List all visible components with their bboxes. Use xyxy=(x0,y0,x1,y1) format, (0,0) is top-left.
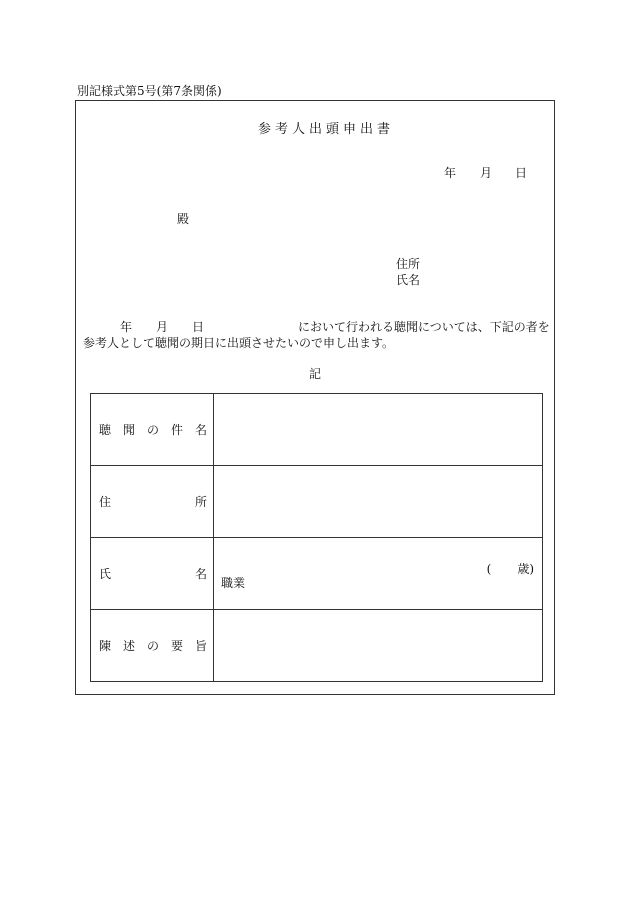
label-char: 名 xyxy=(194,423,207,437)
table-row xyxy=(91,394,543,466)
body-month-label: 月 xyxy=(156,320,169,334)
label-char: 名 xyxy=(194,567,207,581)
label-char: の xyxy=(146,639,159,653)
detail-table xyxy=(90,393,543,682)
hearing-subject-field[interactable] xyxy=(214,394,543,466)
form-number-caption: 別記様式第5号(第7条関係) xyxy=(77,84,222,98)
addressee-suffix: 殿 xyxy=(177,212,190,226)
table-row xyxy=(91,466,543,538)
age-open-paren: ( xyxy=(486,562,492,576)
body-text-line-2: 参考人として聴聞の期日に出頭させたいので申し出ます。 xyxy=(83,336,395,350)
applicant-address-label: 住所 xyxy=(396,257,421,271)
address-field[interactable] xyxy=(214,466,543,538)
document-title: 参考人出頭申出書 xyxy=(258,122,395,137)
date-day-label: 日 xyxy=(515,166,528,180)
applicant-name-label: 氏名 xyxy=(396,273,421,287)
label-char: 要 xyxy=(170,639,183,653)
table-row xyxy=(91,538,543,610)
occupation-label: 職業 xyxy=(221,576,246,590)
body-year-label: 年 xyxy=(120,320,133,334)
name-field[interactable] xyxy=(214,538,543,610)
statement-summary-field[interactable] xyxy=(214,610,543,682)
name-label-cell xyxy=(91,538,214,610)
body-text-line-1 xyxy=(83,318,553,334)
label-char: 陳 xyxy=(99,639,112,653)
label-char: 聞 xyxy=(122,423,135,437)
address-label-cell xyxy=(91,466,214,538)
date-month-label: 月 xyxy=(480,166,493,180)
label-char: 所 xyxy=(194,495,207,509)
body-day-label: 日 xyxy=(192,320,205,334)
label-char: 述 xyxy=(122,639,135,653)
age-label xyxy=(487,560,534,577)
label-char: 旨 xyxy=(194,639,207,653)
statement-summary-label-cell xyxy=(91,610,214,682)
table-row xyxy=(91,610,543,682)
label-char: 聴 xyxy=(99,423,112,437)
date-year-label: 年 xyxy=(444,166,457,180)
hearing-subject-label-cell xyxy=(91,394,214,466)
label-char: の xyxy=(146,423,159,437)
label-char: 氏 xyxy=(99,567,112,581)
body-line-1-tail: において行われる聴聞については、下記の者を xyxy=(298,320,550,334)
age-close: 歳) xyxy=(517,562,534,576)
ki-heading: 記 xyxy=(309,367,322,381)
label-char: 住 xyxy=(99,495,112,509)
label-char: 件 xyxy=(170,423,183,437)
